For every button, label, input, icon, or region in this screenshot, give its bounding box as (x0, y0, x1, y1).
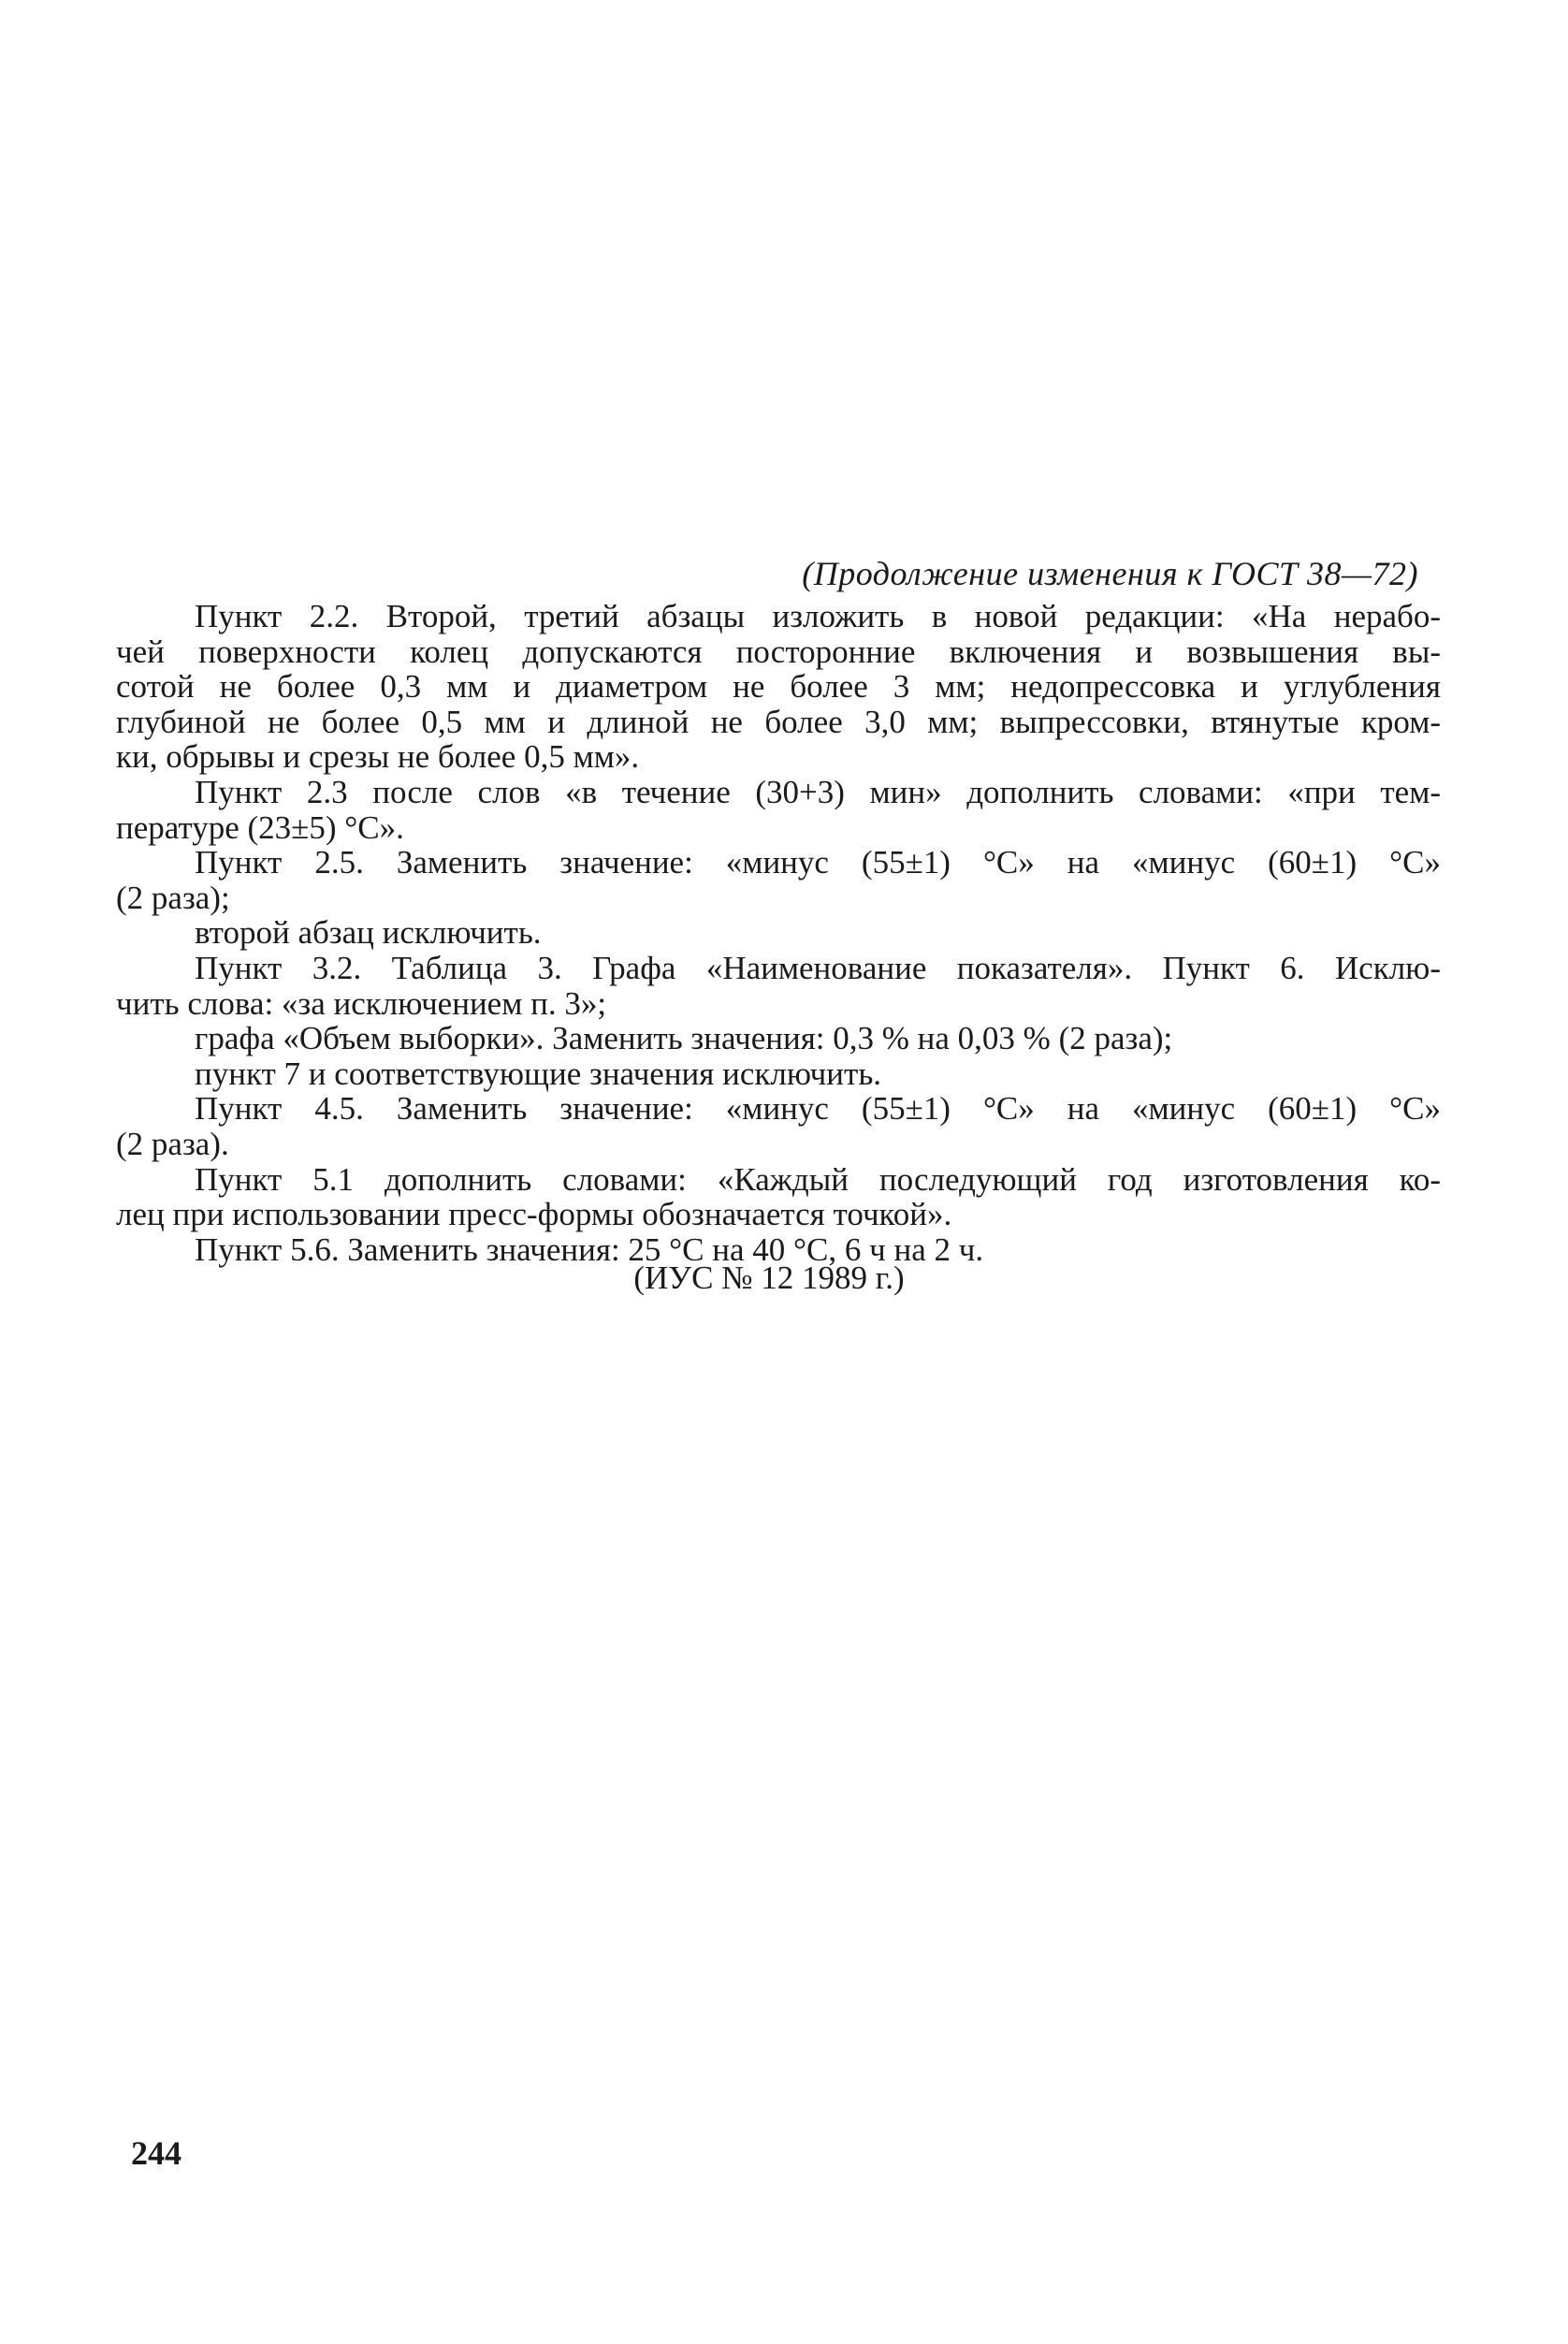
text-line: второй абзац исключить. (195, 914, 542, 952)
text-line: ки, обрывы и срезы не более 0,5 мм». (116, 738, 640, 776)
paragraph-2-5 (116, 844, 1441, 916)
page-number: 244 (131, 2134, 181, 2172)
text-line: чей поверхности колец допускаются посторонние включения и возвышения вы- (116, 633, 1441, 670)
text-line: чить слова: «за исключением п. 3»; (116, 984, 607, 1022)
text-line: Пункт 5.1 дополнить словами: «Каждый последующий год изготовления ко- (195, 1160, 1441, 1198)
text-line: Пункт 4.5. Заменить значение: «минус (55±1) °С» на «минус (60±1) °С» (195, 1090, 1441, 1128)
text-line: сотой не более 0,3 мм и диаметром не более 3 мм; недопрессовка и углубления (116, 668, 1441, 706)
paragraph-punkt-7 (195, 1056, 1441, 1092)
text-line: Пункт 2.3 после слов «в течение (30+3) мин» дополнить словами: «при тем- (195, 773, 1441, 810)
text-line: глубиной не более 0,5 мм и длиной не более 3,0 мм; выпрессовки, втянутые кром- (116, 703, 1441, 740)
text-line: Пункт 5.6. Заменить значения: 25 °С на 40 °С, 6 ч на 2 ч. (195, 1230, 984, 1268)
paragraph-second-abzac (195, 915, 1441, 951)
text-line: Пункт 3.2. Таблица 3. Графа «Наименование показателя». Пункт 6. Исклю- (195, 949, 1441, 986)
paragraph-grafa-obem (195, 1021, 1441, 1056)
paragraph-2-3 (116, 773, 1441, 846)
text-line: лец при использовании пресс-формы обозначается точкой». (116, 1196, 952, 1233)
text-line: пункт 7 и соответствующие значения исключить. (195, 1055, 882, 1092)
continuation-header: (Продолжение изменения к ГОСТ 38—72) (802, 555, 1418, 592)
text-line: Пункт 2.2. Второй, третий абзацы изложить в новой редакции: «На нерабо- (195, 598, 1441, 634)
amendment-text (116, 598, 1441, 1268)
text-line: Пункт 2.5. Заменить значение: «минус (55±1) °С» на «минус (60±1) °С» (195, 844, 1441, 881)
paragraph-4-5 (116, 1090, 1441, 1162)
source-text: (ИУС № 12 1989 г.) (633, 1259, 905, 1296)
text-line: (2 раза). (116, 1125, 229, 1162)
text-line: пературе (23±5) °С». (116, 808, 404, 846)
paragraph-5-1 (116, 1160, 1441, 1233)
text-line: (2 раза); (116, 879, 230, 916)
source-reference (0, 1259, 1568, 1297)
text-line: графа «Объем выборки». Заменить значения: 0,3 % на 0,03 % (2 раза); (195, 1020, 1173, 1057)
paragraph-3-2 (116, 949, 1441, 1022)
paragraph-2-2 (116, 598, 1441, 776)
